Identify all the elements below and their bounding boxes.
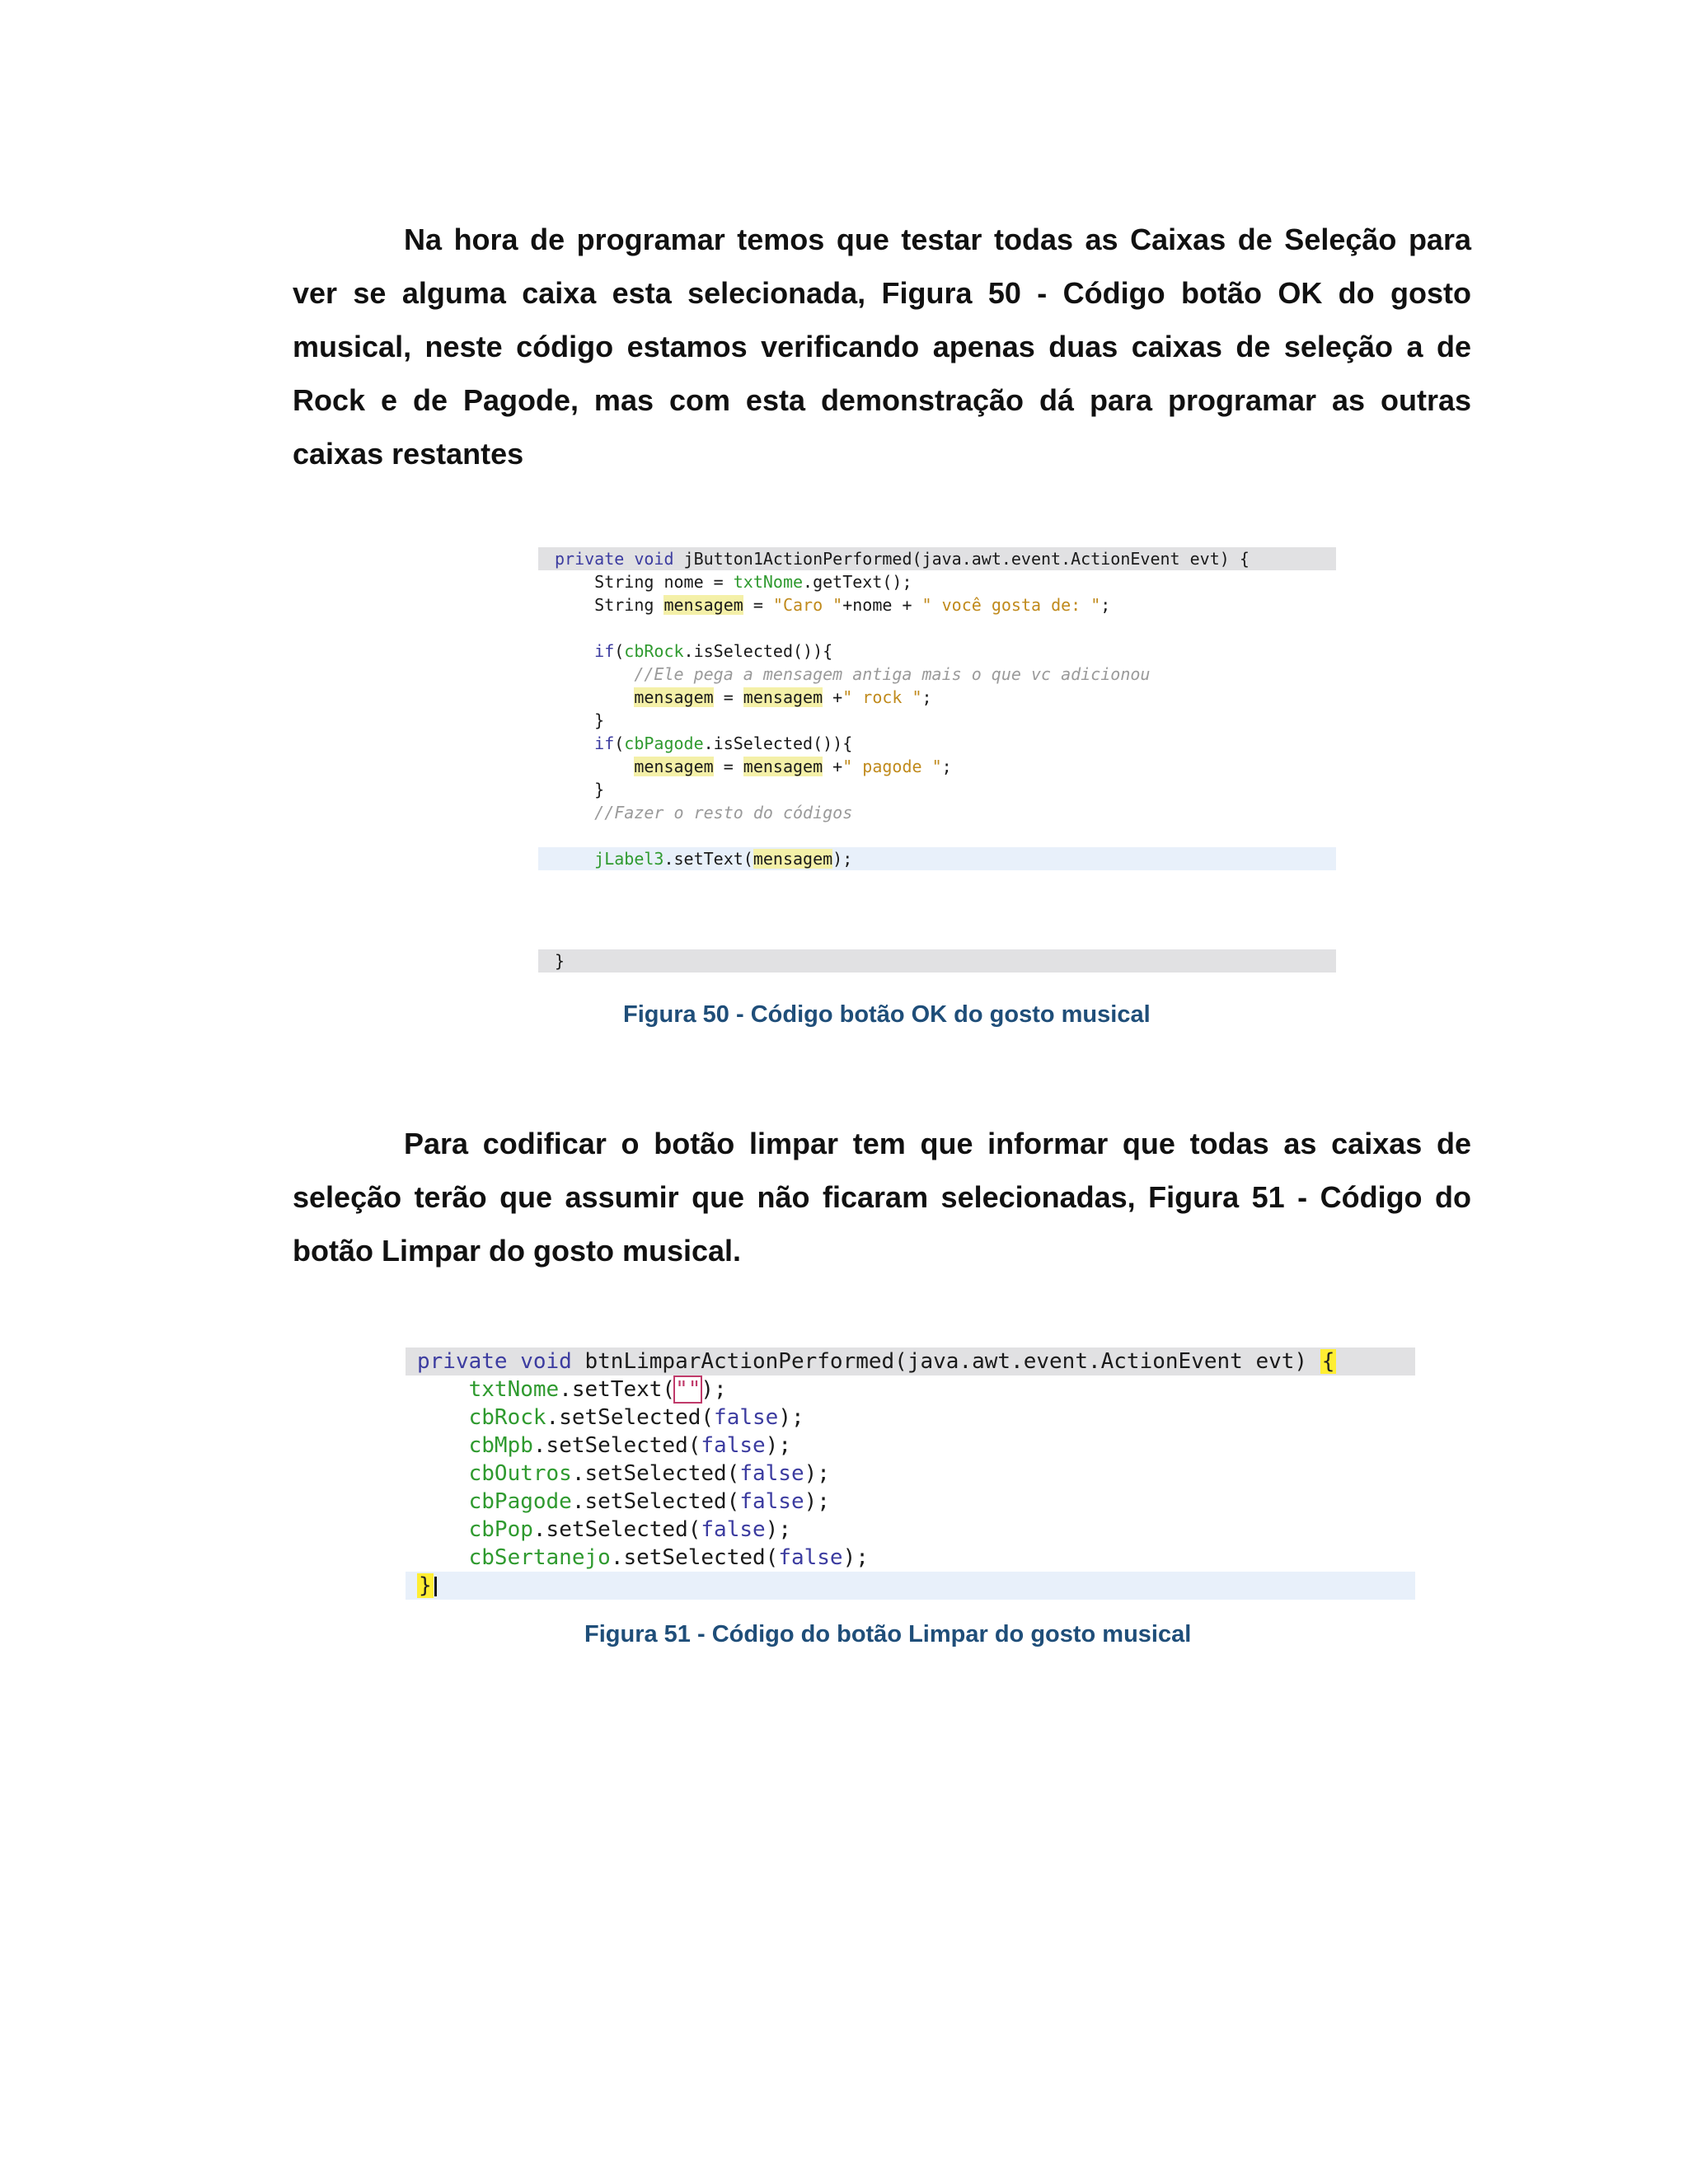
code-text: .setSelected(	[610, 1545, 779, 1570]
code-text: +nome +	[842, 595, 922, 615]
code-text: .isSelected()){	[703, 733, 853, 753]
code-text: );	[804, 1489, 830, 1514]
code-string: " pagode "	[842, 757, 942, 776]
code-line	[406, 1488, 1415, 1516]
code-text: );	[778, 1405, 804, 1430]
code-string: "Caro "	[772, 595, 843, 615]
code-keyword: if	[555, 733, 615, 753]
code-line	[538, 778, 1336, 801]
code-line-current	[538, 847, 1336, 870]
code-keyword: false	[701, 1517, 766, 1542]
body-paragraph-1: Na hora de programar temos que testar todas as Caixas de Seleção para ver se alguma caixa esta selecionada, Figura 50 - Código botão OK do gosto musical, neste código estamos verificando apenas duas caixas de seleção a de Rock e de Pagode, mas com esta demonstração dá para programar as outras caixas restantes	[293, 223, 1471, 471]
code-highlight: mensagem	[743, 757, 823, 776]
code-field: jLabel3	[594, 849, 664, 869]
code-field: cbSertanejo	[417, 1545, 611, 1570]
code-line	[538, 755, 1336, 778]
code-keyword: false	[778, 1545, 843, 1570]
code-screenshot-figure-51	[406, 1347, 1415, 1607]
figure-51-caption: Figura 51 - Código do botão Limpar do gosto musical	[584, 1621, 1192, 1647]
code-field: cbRock	[624, 641, 684, 661]
code-line	[406, 1376, 1415, 1404]
brace-highlight: {	[1321, 1349, 1335, 1374]
code-line	[538, 732, 1336, 755]
body-paragraph-2: Para codificar o botão limpar tem que informar que todas as caixas de seleção terão que assumir que não ficaram selecionadas, Figura 51 - Código do botão Limpar do gosto musical.	[293, 1127, 1471, 1268]
code-text: =	[713, 687, 743, 707]
code-text: );	[842, 1545, 869, 1570]
code-text: .setSelected(	[532, 1433, 701, 1458]
code-text: );	[701, 1377, 727, 1402]
code-text	[555, 849, 594, 869]
code-text: (	[614, 641, 625, 661]
code-text: ;	[941, 757, 952, 776]
code-text: ;	[1100, 595, 1111, 615]
code-comment: //Fazer o resto do códigos	[555, 803, 853, 823]
code-line	[406, 1516, 1415, 1544]
code-text: }	[555, 710, 605, 730]
code-field: txtNome	[417, 1377, 560, 1402]
code-string: " rock "	[842, 687, 922, 707]
code-highlight: mensagem	[753, 849, 833, 869]
code-text: +	[823, 687, 843, 707]
figure-50-caption: Figura 50 - Código botão OK do gosto musical	[623, 1001, 1151, 1028]
code-string-boxed: ""	[675, 1377, 701, 1402]
code-text: );	[765, 1433, 791, 1458]
text-cursor	[434, 1577, 437, 1596]
code-text: .setSelected(	[571, 1489, 740, 1514]
code-text: );	[765, 1517, 791, 1542]
code-field: cbMpb	[417, 1433, 533, 1458]
code-comment: //Ele pega a mensagem antiga mais o que vc adicionou	[555, 664, 1151, 684]
code-field: txtNome	[733, 572, 804, 592]
code-keyword: false	[739, 1489, 804, 1514]
code-line	[406, 1544, 1415, 1572]
code-text: jButton1ActionPerformed(java.awt.event.ActionEvent evt) {	[673, 549, 1250, 569]
code-field: cbPagode	[624, 733, 704, 753]
code-keyword: private void	[417, 1349, 572, 1374]
code-highlight: mensagem	[634, 687, 714, 707]
code-line	[406, 1404, 1415, 1432]
code-text: .setText(	[663, 849, 753, 869]
code-text: btnLimparActionPerformed(java.awt.event.ActionEvent evt)	[571, 1349, 1320, 1374]
code-text: }	[555, 951, 565, 971]
code-line	[538, 686, 1336, 709]
code-field: cbPagode	[417, 1489, 572, 1514]
code-text	[555, 687, 634, 707]
code-string: " você gosta de: "	[921, 595, 1101, 615]
code-text: );	[804, 1461, 830, 1486]
brace-highlight: }	[419, 1573, 432, 1598]
code-text: }	[555, 780, 605, 799]
code-keyword: false	[714, 1405, 779, 1430]
code-text: =	[713, 757, 743, 776]
code-highlight: mensagem	[663, 595, 743, 615]
code-line	[406, 1347, 1415, 1376]
code-text: ;	[921, 687, 932, 707]
code-line	[538, 570, 1336, 593]
code-keyword: private void	[555, 549, 674, 569]
code-line	[538, 663, 1336, 686]
code-text: );	[832, 849, 853, 869]
code-screenshot-figure-50	[538, 547, 1336, 972]
code-highlight: mensagem	[743, 687, 823, 707]
code-field: cbPop	[417, 1517, 533, 1542]
code-highlight: mensagem	[634, 757, 714, 776]
code-text	[555, 757, 634, 776]
code-text: String	[555, 595, 664, 615]
code-text: .getText();	[803, 572, 912, 592]
code-field: cbRock	[417, 1405, 546, 1430]
code-field: cbOutros	[417, 1461, 572, 1486]
code-line-current	[406, 1572, 1415, 1600]
code-text: .setText(	[559, 1377, 676, 1402]
code-text: +	[823, 757, 843, 776]
code-line	[538, 593, 1336, 616]
code-line	[406, 1460, 1415, 1488]
code-text: .setSelected(	[546, 1405, 715, 1430]
code-line	[538, 547, 1336, 570]
code-keyword: false	[701, 1433, 766, 1458]
code-text: =	[743, 595, 773, 615]
code-line	[538, 801, 1336, 824]
code-text: String nome =	[555, 572, 734, 592]
code-text: .setSelected(	[571, 1461, 740, 1486]
code-text: (	[614, 733, 625, 753]
code-text: .setSelected(	[532, 1517, 701, 1542]
code-line	[538, 949, 1336, 972]
code-keyword: false	[739, 1461, 804, 1486]
code-keyword: if	[555, 641, 615, 661]
code-text: .isSelected()){	[683, 641, 833, 661]
code-line	[538, 709, 1336, 732]
code-line	[406, 1432, 1415, 1460]
code-line	[538, 640, 1336, 663]
